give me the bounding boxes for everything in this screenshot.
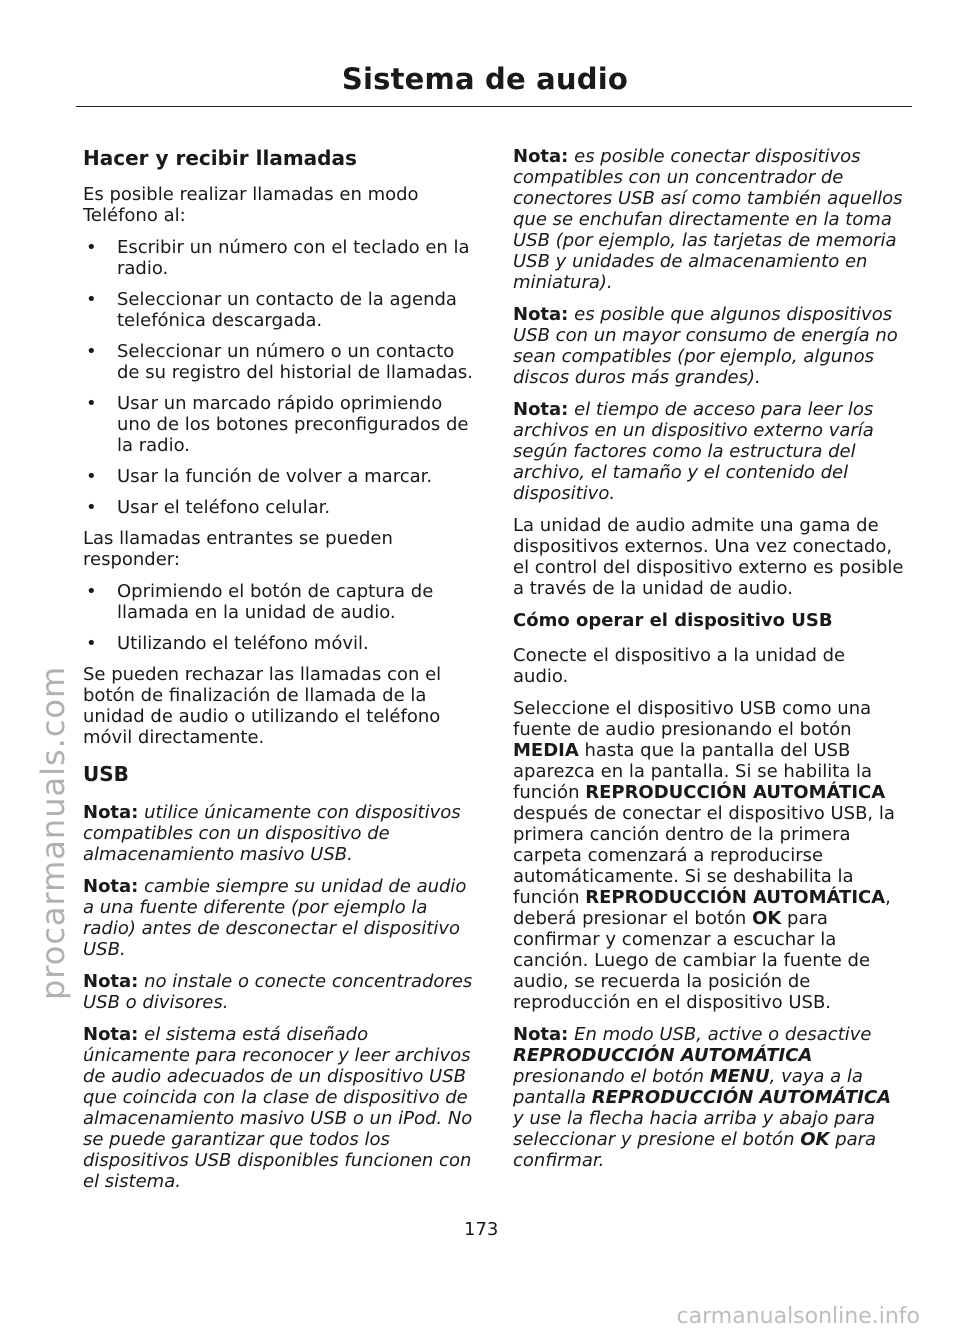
autoplay-label: REPRODUCCIÓN AUTOMÁTICA: [585, 887, 886, 908]
note-text: el sistema está diseñado únicamente para reconocer y leer archivos de audio adecuados de un dispositivo USB que coincida con la clase de dispositivo de almacenamiento masivo USB o un iPod. No se puede garantizar que todos los dispositivos USB disponibles funcionen con el sistema.: [83, 1024, 473, 1192]
note-label: Nota:: [83, 876, 139, 897]
note-text: cambie siempre su unidad de audio a una fuente diferente (por ejemplo la radio) antes de desconectar el dispositivo USB.: [83, 876, 467, 960]
section-heading-usb: USB: [83, 762, 129, 786]
header-divider: [76, 106, 912, 107]
note-label: Nota:: [513, 304, 569, 325]
incoming-intro: Las llamadas entrantes se pueden responder:: [83, 528, 393, 570]
left-column: [83, 146, 475, 1203]
ok-button-label: OK: [752, 908, 782, 929]
note-label: Nota:: [513, 1024, 569, 1045]
menu-button-label: MENU: [709, 1066, 770, 1087]
text-run: Seleccione el dispositivo USB como una fuente de audio presionando el botón: [513, 698, 872, 740]
watermark-bottom: carmanualsonline.info: [676, 1304, 920, 1329]
note-text: En modo USB, active o desactive: [574, 1024, 872, 1045]
incoming-methods-list: [83, 581, 475, 654]
list-item: • Oprimiendo el botón de captura de llamada en la unidad de audio.: [83, 581, 475, 623]
right-column: [513, 146, 905, 1182]
text-run: para confirmar y comenzar a escuchar la canción. Luego de cambiar la fuente de audio, se recuerda la posición de reproducción en el dispositivo USB.: [513, 908, 871, 1013]
reject-paragraph: Se pueden rechazar las llamadas con el botón de finalización de llamada de la unidad de audio o utilizando el teléfono móvil directamente.: [83, 664, 442, 748]
autoplay-label: REPRODUCCIÓN AUTOMÁTICA: [591, 1087, 892, 1108]
list-item: • Usar un marcado rápido oprimiendo uno de los botones preconfigurados de la radio.: [83, 393, 475, 456]
subheading-operate-usb: Cómo operar el dispositivo USB: [513, 610, 833, 631]
note-text: el tiempo de acceso para leer los archivos en un dispositivo externo varía según factores como la estructura del archivo, el tamaño y el contenido del dispositivo.: [513, 399, 874, 504]
note-paragraph: [83, 1024, 475, 1192]
note-label: Nota:: [83, 1024, 139, 1045]
calls-intro: Es posible realizar llamadas en modo Teléfono al:: [83, 184, 419, 226]
note-label: Nota:: [83, 971, 139, 992]
note-text: y use la flecha hacia arriba y abajo para seleccionar y presione el botón: [513, 1108, 876, 1150]
note-paragraph: [513, 399, 905, 504]
select-usb-paragraph: [513, 698, 905, 1013]
note-paragraph: [513, 1024, 905, 1171]
note-text: presionando el botón: [513, 1066, 705, 1087]
note-label: Nota:: [513, 146, 569, 167]
watermark-side: procarmanuals.com: [34, 665, 72, 1000]
note-paragraph: [83, 876, 475, 960]
list-item: • Escribir un número con el teclado en la radio.: [83, 237, 475, 279]
ok-button-label: OK: [800, 1129, 830, 1150]
connect-paragraph: Conecte el dispositivo a la unidad de audio.: [513, 645, 846, 687]
note-paragraph: [83, 802, 475, 865]
list-item: • Seleccionar un contacto de la agenda telefónica descargada.: [83, 289, 475, 331]
note-text: , vaya a la pantalla: [513, 1066, 863, 1108]
note-paragraph: [513, 304, 905, 388]
supports-paragraph: La unidad de audio admite una gama de dispositivos externos. Una vez conectado, el control del dispositivo externo es posible a través de la unidad de audio.: [513, 515, 904, 599]
list-item: • Seleccionar un número o un contacto de su registro del historial de llamadas.: [83, 341, 475, 383]
autoplay-label: REPRODUCCIÓN AUTOMÁTICA: [513, 1045, 813, 1066]
section-heading-calls: Hacer y recibir llamadas: [83, 146, 357, 170]
autoplay-label: REPRODUCCIÓN AUTOMÁTICA: [585, 782, 886, 803]
call-methods-list: [83, 237, 475, 518]
text-run: después de conectar el dispositivo USB, la primera canción dentro de la primera carpeta comenzará a reproducirse automáticamente. Si se deshabilita la función: [513, 803, 895, 908]
note-label: Nota:: [83, 802, 139, 823]
page-number: 173: [464, 1219, 499, 1240]
note-text: no instale o conecte concentradores USB o divisores.: [83, 971, 473, 1013]
text-run: hasta que la pantalla del USB aparezca en la pantalla. Si se habilita la función: [513, 740, 873, 803]
text-run: , deberá presionar el botón: [513, 887, 891, 929]
page-title: Sistema de audio: [341, 62, 628, 96]
note-text: es posible conectar dispositivos compatibles con un concentrador de conectores USB así como también aquellos que se enchufan directamente en la toma USB (por ejemplo, las tarjetas de memoria USB y unidades de almacenamiento en miniatura).: [513, 146, 903, 293]
list-item: • Utilizando el teléfono móvil.: [83, 633, 475, 654]
list-item: • Usar la función de volver a marcar.: [83, 466, 475, 487]
list-item: • Usar el teléfono celular.: [83, 497, 475, 518]
note-label: Nota:: [513, 399, 569, 420]
note-text: es posible que algunos dispositivos USB con un mayor consumo de energía no sean compatibles (por ejemplo, algunos discos duros más grandes).: [513, 304, 898, 388]
note-paragraph: [83, 971, 475, 1013]
note-text: utilice únicamente con dispositivos compatibles con un dispositivo de almacenamiento masivo USB.: [83, 802, 461, 865]
media-button-label: MEDIA: [513, 740, 579, 761]
note-text: para confirmar.: [513, 1129, 877, 1171]
note-paragraph: [513, 146, 905, 293]
